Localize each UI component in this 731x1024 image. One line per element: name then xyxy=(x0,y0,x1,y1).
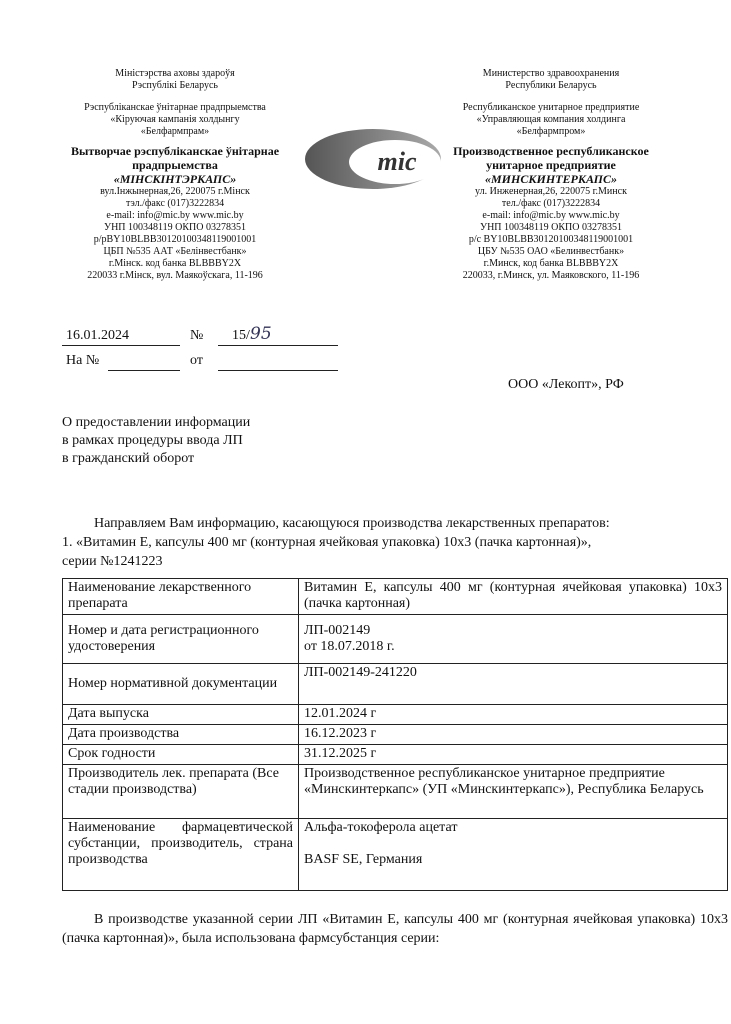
logo-text: mic xyxy=(377,147,417,176)
table-row: Наименование фармацевтической субстанции, производитель, страна производства Альфа-токоферола ацетат BASF SE, Германия xyxy=(63,819,728,891)
intro-text: Направляем Вам информацию, касающуюся производства лекарственных препаратов: xyxy=(94,516,610,531)
item-1: 1. «Витамин Е, капсулы 400 мг (контурная ячейковая упаковка) 10х3 (пачка картонная)», xyxy=(62,535,592,550)
header-belarusian xyxy=(50,68,300,282)
letter-date: 16.01.2024 xyxy=(66,328,129,343)
company-details: вул.Інжынерная,26, 220075 г.Мінск тэл./факс (017)3222834 e-mail: info@mic.by www.mic.by УНП 100348119 ОКПО 03278351 р/рBY10BLBB30120100348119001001 ЦБП №535 ААТ «Белінвестбанк» г.Мінск. код банка BLBBBY2X 220033 г.Мінск, вул. Маякоўскага, 11-196 xyxy=(87,186,263,281)
item-1-series: серии №1241223 xyxy=(62,554,163,569)
company-name: «МИНСКИНТЕРКАПС» xyxy=(485,172,617,186)
from-label: от xyxy=(190,353,203,368)
letter-number: 15/ xyxy=(232,328,250,343)
ministry: Міністэрства аховы здароўя Рэспублікі Беларусь xyxy=(115,68,235,91)
letter-number-handwritten: 95 xyxy=(250,324,272,344)
holding: Рэспубліканскае ўнітарнае прадпрыемства «Кіруючая кампанія холдынгу «Белфармпрам» xyxy=(84,102,266,137)
company-logo xyxy=(303,126,443,192)
table-row: Дата выпуска 12.01.2024 г xyxy=(63,705,728,725)
ministry: Министерство здравоохранения Республики Беларусь xyxy=(482,68,620,91)
company-name: «МІНСКІНТЭРКАПС» xyxy=(113,172,237,186)
number-label: № xyxy=(190,328,204,343)
company-type: Производственное республиканское xyxy=(453,144,649,158)
table-row: Номер и дата регистрационного удостоверения ЛП-002149 от 18.07.2018 г. xyxy=(63,615,728,664)
company-type: унитарное предприятие xyxy=(486,158,616,172)
ref-label: На № xyxy=(66,353,100,368)
table-row: Производитель лек. препарата (Все стадии производства) Производственное республиканское унитарное предприятие «Минскинтеркапс» (УП «Минскинтеркапс»), Республика Беларусь xyxy=(63,765,728,819)
holding: Республиканское унитарное предприятие «Управляющая компания холдинга «Белфармпром» xyxy=(462,102,640,137)
product-info-table xyxy=(62,578,728,891)
table-row: Дата производства 16.12.2023 г xyxy=(63,725,728,745)
subject: О предоставлении информации в рамках процедуры ввода ЛП в гражданский оборот xyxy=(62,415,251,466)
table-row: Номер нормативной документации ЛП-002149-241220 xyxy=(63,664,728,705)
closing-text: В производстве указанной серии ЛП «Витамин Е, капсулы 400 мг (контурная ячейковая упаковка) 10х3 (пачка картонная)», была использована фармсубстанция серии: xyxy=(62,912,728,946)
company-type: Вытворчае рэспубліканскае ўнітарнае xyxy=(70,144,280,158)
recipient: ООО «Лекопт», РФ xyxy=(508,377,624,392)
company-type: прадпрыемства xyxy=(132,158,218,172)
table-row: Наименование лекарственного препарата Витамин Е, капсулы 400 мг (контурная ячейковая упаковка) 10х3 (пачка картонная) xyxy=(63,579,728,615)
table-row: Срок годности 31.12.2025 г xyxy=(63,745,728,765)
header-russian xyxy=(426,68,676,282)
company-details: ул. Инженерная,26, 220075 г.Минск тел./факс (017)3222834 e-mail: info@mic.by www.mic.by УНП 100348119 ОКПО 03278351 р/с BY10BLBB30120100348119001001 ЦБУ №535 ОАО «Белинвестбанк» г.Минск, код банка BLBBBY2X 220033, г.Минск, ул. Маяковского, 11-196 xyxy=(462,186,640,281)
